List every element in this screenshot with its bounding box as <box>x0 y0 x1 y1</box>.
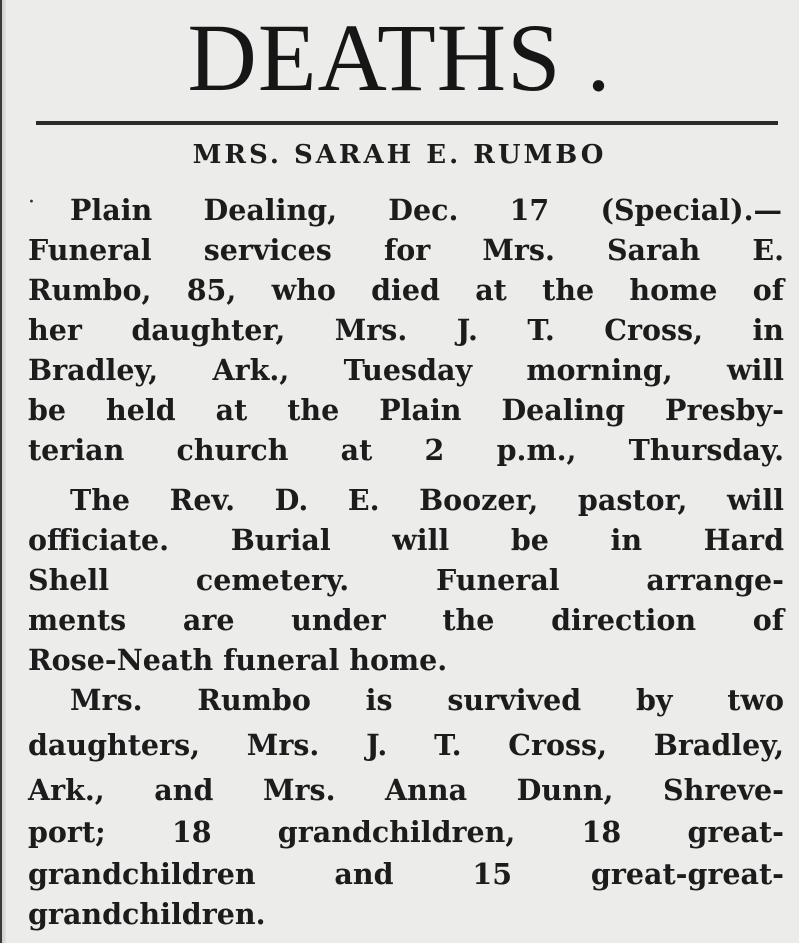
body-line: Rumbo, 85, who died at the home of <box>28 273 784 307</box>
heading-rule <box>36 121 778 125</box>
body-line: Funeral services for Mrs. Sarah E. <box>28 233 784 267</box>
bullet-mark: · <box>28 190 35 215</box>
body-line: port; 18 grandchildren, 18 great- <box>28 815 784 849</box>
body-line: terian church at 2 p.m., Thursday. <box>28 433 784 467</box>
body-line: be held at the Plain Dealing Presby- <box>28 393 784 427</box>
body-line: Bradley, Ark., Tuesday morning, will <box>28 353 784 387</box>
body-line: Shell cemetery. Funeral arrange- <box>28 563 784 597</box>
body-line: ments are under the direction of <box>28 603 784 637</box>
body-line: Rose-Neath funeral home. <box>28 643 448 677</box>
section-heading: DEATHS . <box>187 4 612 111</box>
body-line: grandchildren. <box>28 897 266 931</box>
body-line: her daughter, Mrs. J. T. Cross, in <box>28 313 784 347</box>
body-line: The Rev. D. E. Boozer, pastor, will <box>70 483 784 517</box>
body-line: daughters, Mrs. J. T. Cross, Bradley, <box>28 728 784 762</box>
body-line: Ark., and Mrs. Anna Dunn, Shreve- <box>28 773 784 807</box>
body-line: Mrs. Rumbo is survived by two <box>70 683 784 717</box>
body-line: Plain Dealing, Dec. 17 (Special).— <box>70 193 782 227</box>
body-line: grandchildren and 15 great-great- <box>28 857 784 891</box>
obituary-name: MRS. SARAH E. RUMBO <box>192 140 607 170</box>
body-line: officiate. Burial will be in Hard <box>28 523 784 557</box>
